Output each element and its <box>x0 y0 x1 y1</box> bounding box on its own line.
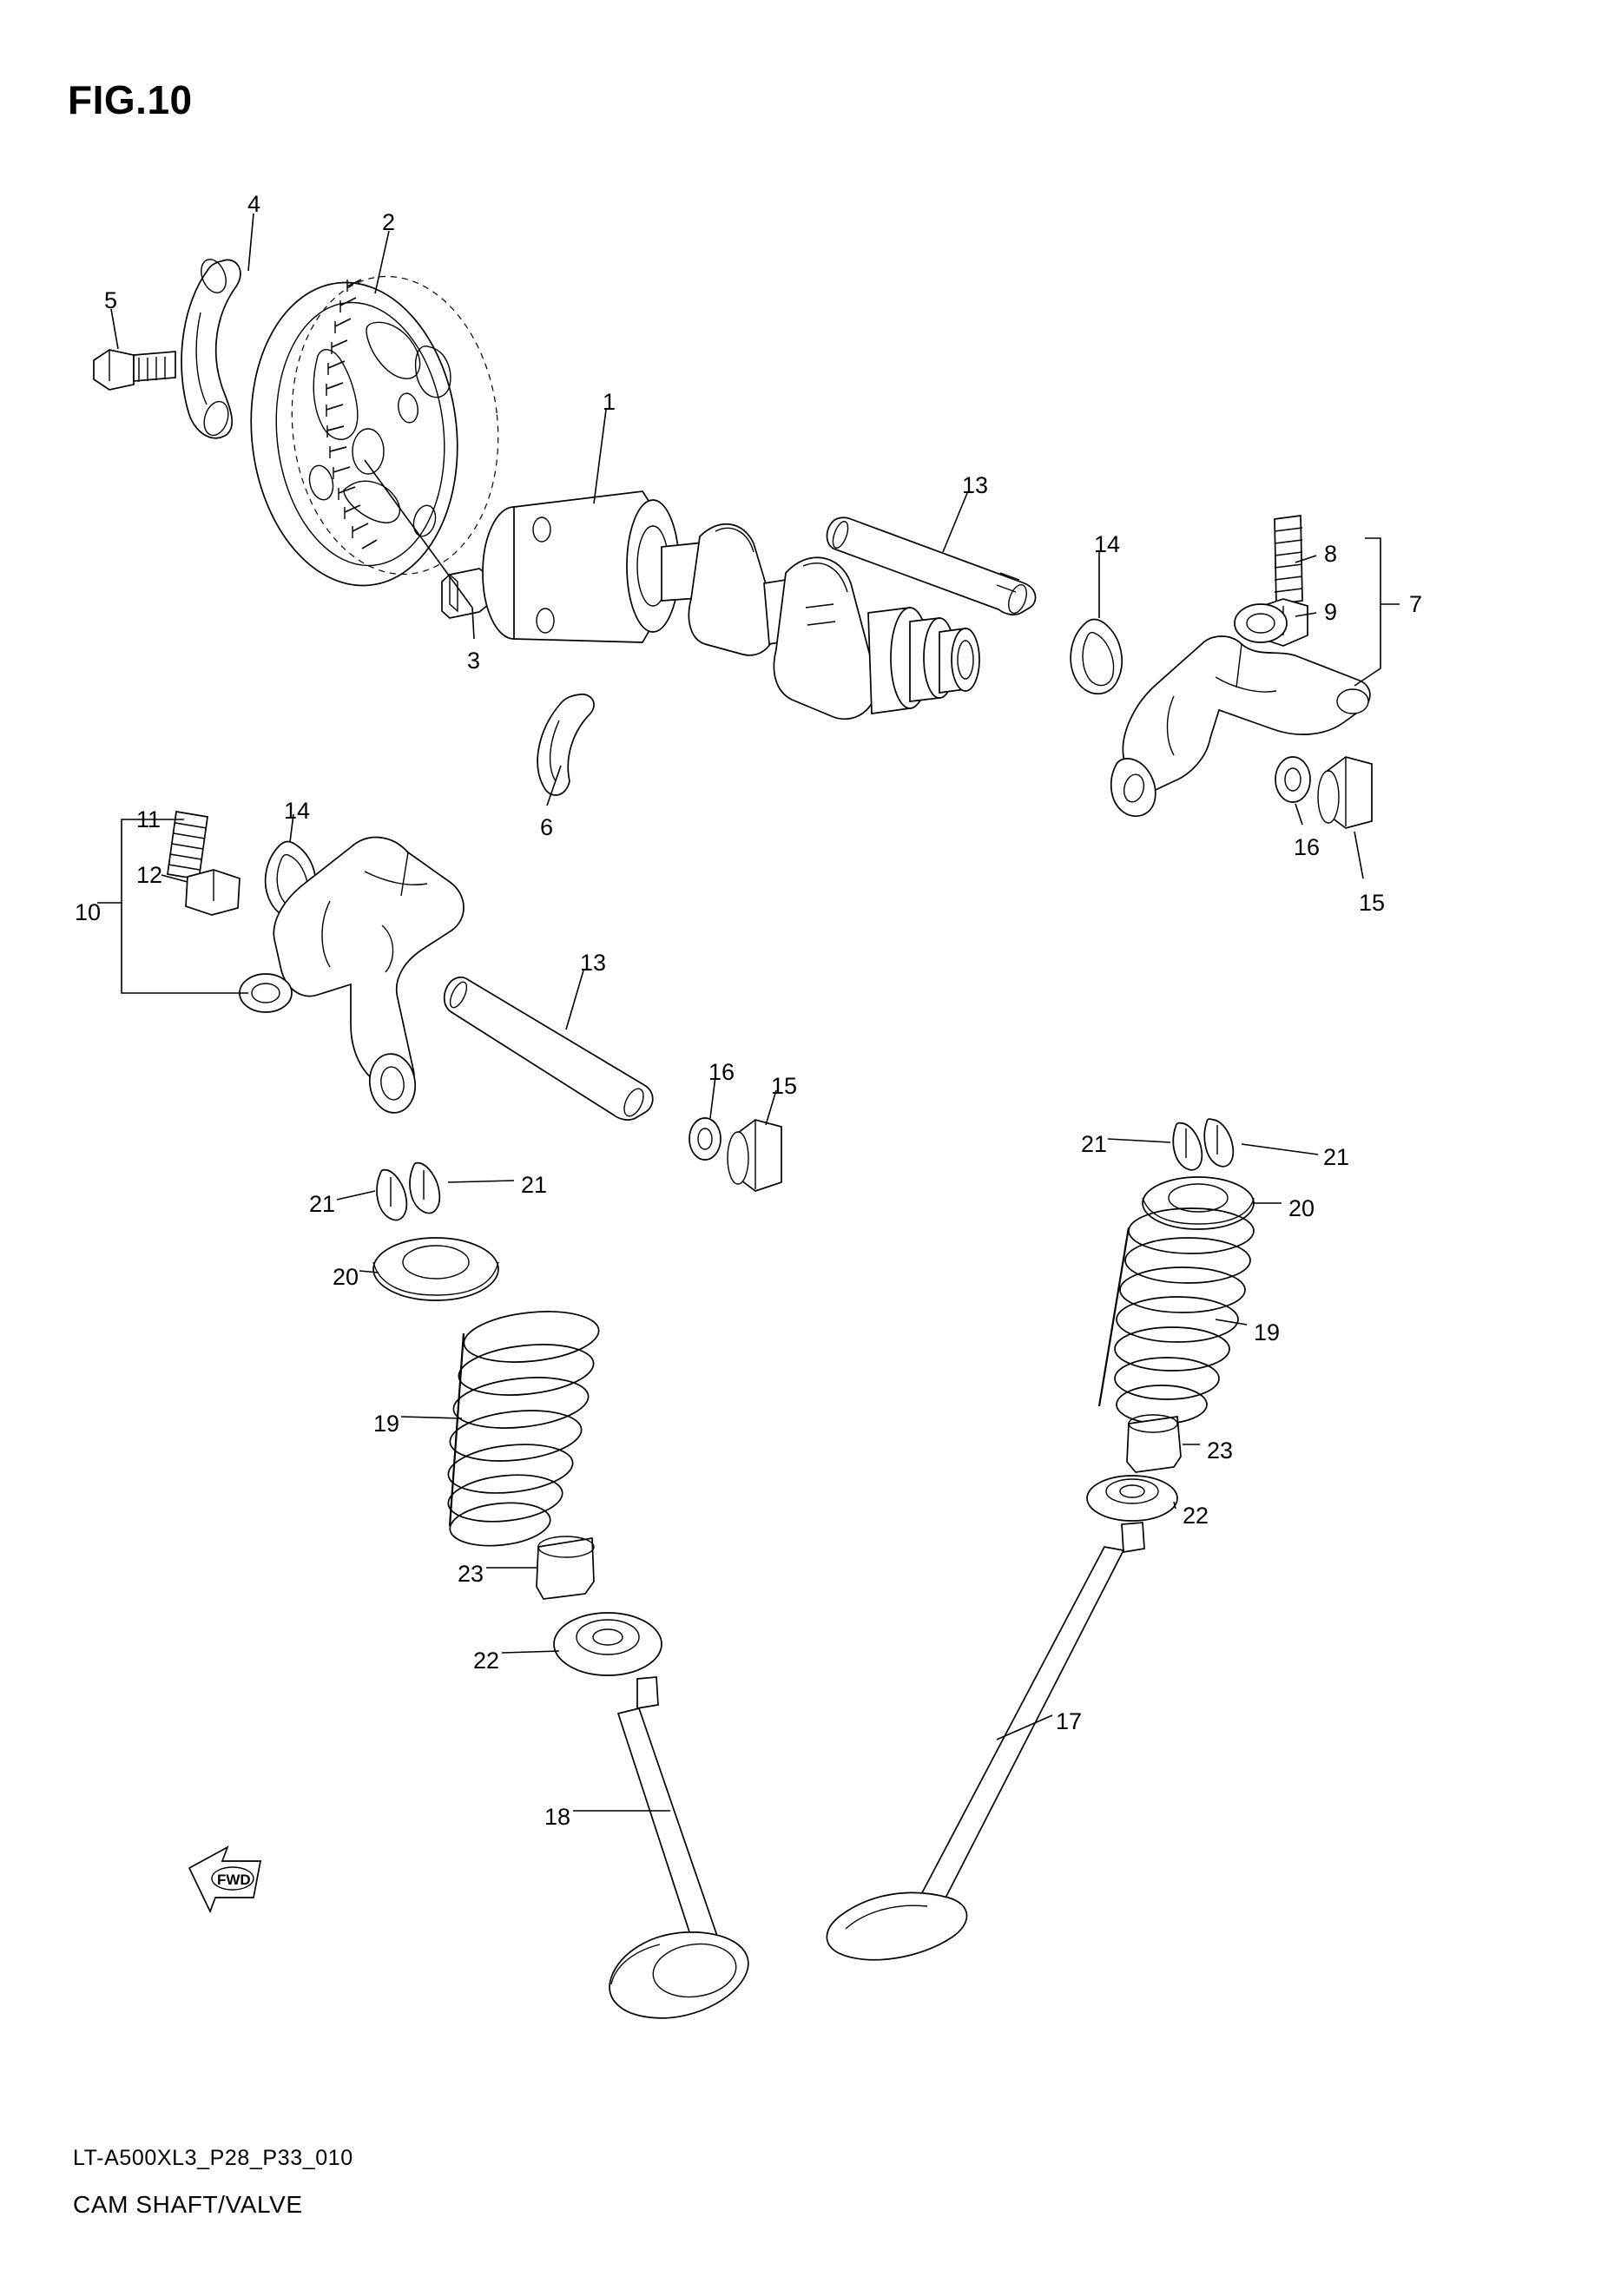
callout-19: 19 <box>1254 1319 1281 1345</box>
part-2-cam-sprocket <box>236 266 512 596</box>
callout-16: 16 <box>708 1059 735 1085</box>
callout-22: 22 <box>1183 1503 1209 1529</box>
callout-5: 5 <box>104 287 118 313</box>
callout-10: 10 <box>75 899 102 925</box>
part-12-nut-left <box>186 870 240 915</box>
callout-17: 17 <box>1056 1708 1083 1734</box>
part-13-rocker-shaft-lower <box>445 977 653 1120</box>
part-17-intake-valve <box>827 1523 1144 1960</box>
callout-11: 11 <box>136 806 161 832</box>
diagram-code: LT-A500XL3_P28_P33_010 <box>73 2146 353 2170</box>
callout-12: 12 <box>136 862 163 888</box>
callout-23: 23 <box>458 1561 484 1587</box>
part-19-valve-spring-right <box>1099 1208 1254 1424</box>
callout-19: 19 <box>373 1411 400 1437</box>
part-1-camshaft <box>483 491 979 719</box>
part-6-bearing-half <box>537 694 594 795</box>
callout-23: 23 <box>1207 1437 1234 1464</box>
diagram-name: CAM SHAFT/VALVE <box>73 2191 303 2218</box>
callout-8: 8 <box>1324 541 1338 567</box>
part-23-valve-seal-left <box>537 1536 594 1599</box>
callout-13: 13 <box>580 950 607 976</box>
callout-2: 2 <box>382 209 396 235</box>
page-title: FIG.10 <box>68 77 193 122</box>
part-19-valve-spring-left <box>446 1306 602 1550</box>
callout-15: 15 <box>771 1073 798 1099</box>
part-4-guide <box>181 256 241 438</box>
callout-3: 3 <box>467 648 481 674</box>
callout-4: 4 <box>247 191 261 217</box>
callout-14: 14 <box>284 798 311 824</box>
part-20-retainer-left <box>373 1238 498 1300</box>
part-20-retainer-right <box>1143 1177 1254 1229</box>
part-22-spring-seat-right <box>1087 1476 1177 1521</box>
callout-1: 1 <box>603 389 616 415</box>
part-15-cap-lower <box>728 1120 781 1191</box>
part-21-cotters-right <box>1173 1119 1233 1170</box>
fwd-arrow-label: FWD <box>217 1872 251 1888</box>
part-5-bolt <box>94 350 175 390</box>
callout-21: 21 <box>521 1172 548 1198</box>
callout-13: 13 <box>962 472 989 498</box>
callout-20: 20 <box>333 1264 359 1290</box>
part-22-spring-seat-left <box>554 1613 662 1675</box>
part-15-cap-right <box>1318 757 1372 828</box>
part-16-oring-lower <box>689 1118 721 1160</box>
callout-18: 18 <box>544 1804 571 1830</box>
callout-22: 22 <box>473 1648 500 1674</box>
callout-6: 6 <box>540 814 554 840</box>
callout-14: 14 <box>1094 531 1121 557</box>
part-21-cotters-left <box>377 1163 439 1220</box>
part-8-adjust-screw <box>1275 516 1302 604</box>
callout-21: 21 <box>309 1191 336 1217</box>
part-23-valve-seal-right <box>1127 1415 1181 1472</box>
callout-15: 15 <box>1359 890 1386 916</box>
part-13-rocker-shaft-upper <box>827 517 1036 615</box>
callout-7: 7 <box>1409 591 1423 617</box>
part-16-oring-right <box>1275 757 1310 802</box>
callout-16: 16 <box>1294 834 1321 860</box>
part-11-bolt-left <box>168 812 208 879</box>
callout-20: 20 <box>1288 1195 1315 1221</box>
callout-21: 21 <box>1323 1144 1350 1170</box>
callout-9: 9 <box>1324 599 1338 625</box>
part-18-exhaust-valve <box>610 1677 748 2018</box>
callout-21: 21 <box>1081 1131 1108 1157</box>
part-14-washer-upper <box>1071 620 1122 694</box>
